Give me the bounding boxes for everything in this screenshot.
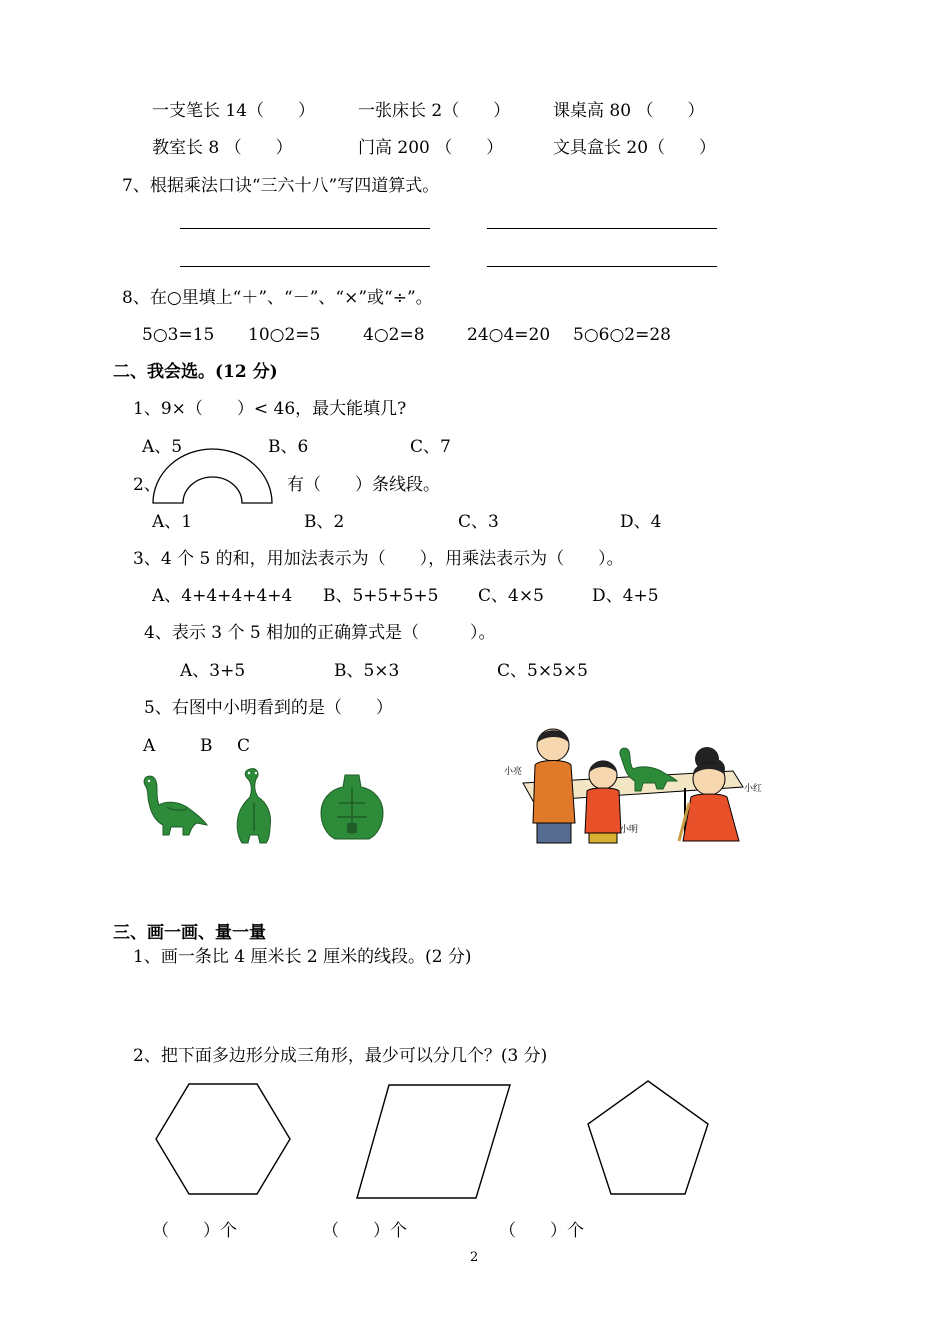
q8-item: 5○6○2=28: [573, 325, 671, 345]
answer-line-2[interactable]: [487, 228, 717, 229]
q6-item-classroom: 教室长 8 （ ）: [152, 138, 293, 158]
q6-item-pencilbox: 文具盒长 20（ ）: [553, 138, 717, 158]
s2-q2-option-b: B、2: [304, 512, 345, 532]
page-number: 2: [470, 1250, 479, 1265]
s2-q4-option-b: B、5×3: [334, 661, 400, 681]
q8-item: 10○2=5: [248, 325, 321, 345]
answer-line-1[interactable]: [180, 228, 430, 229]
q6-item-desk: 课桌高 80 （ ）: [553, 101, 705, 121]
arch-figure: [150, 446, 275, 506]
s2-q5-label-c: C: [237, 736, 251, 756]
s2-q2-option-c: C、3: [458, 512, 499, 532]
s2-question-2-text: 有（ ）条线段。: [287, 475, 440, 495]
answer-line-3[interactable]: [180, 266, 430, 267]
hexagon-answer-blank[interactable]: （ ）个: [152, 1221, 237, 1241]
s2-q4-option-c: C、5×5×5: [497, 661, 588, 681]
parallelogram-shape[interactable]: [355, 1083, 513, 1201]
s2-q1-option-a: A、5: [142, 437, 183, 457]
section-3-title: 三、画一画、量一量: [113, 923, 266, 943]
dinosaur-back-view-image: [317, 773, 387, 841]
s2-q5-label-b: B: [200, 736, 213, 756]
scene-name-xiaoming: 小明: [620, 825, 639, 835]
s2-q1-option-c: C、7: [410, 437, 451, 457]
s2-question-3: 3、4 个 5 的和，用加法表示为（ ），用乘法表示为（ ）。: [133, 549, 624, 569]
scene-name-xiaohong: 小红: [744, 784, 763, 794]
question-8: 8、在○里填上“＋”、“－”、“×”或“÷”。: [122, 288, 433, 308]
answer-line-4[interactable]: [487, 266, 717, 267]
s2-question-2-prefix: 2、: [133, 475, 161, 495]
q8-item: 24○4=20: [467, 325, 551, 345]
s2-q1-option-b: B、6: [268, 437, 309, 457]
s2-q3-option-a: A、4+4+4+4+4: [152, 586, 293, 606]
q8-item: 5○3=15: [142, 325, 215, 345]
section-2-title: 二、我会选。(12 分): [113, 362, 278, 382]
scene-name-xiaoliang: 小亮: [504, 767, 523, 777]
pentagon-shape[interactable]: [585, 1079, 711, 1197]
s2-q3-option-b: B、5+5+5+5: [323, 586, 439, 606]
q8-item: 4○2=8: [363, 325, 425, 345]
s2-q3-option-d: D、4+5: [592, 586, 659, 606]
question-7: 7、根据乘法口诀“三六十八”写四道算式。: [122, 176, 440, 196]
pentagon-answer-blank[interactable]: （ ）个: [499, 1221, 584, 1241]
s2-q2-option-a: A、1: [152, 512, 193, 532]
s2-question-1: 1、9×（ ）< 46，最大能填几?: [133, 399, 407, 419]
s3-question-2: 2、把下面多边形分成三角形，最少可以分几个？(3 分): [133, 1046, 548, 1066]
s2-q4-option-a: A、3+5: [180, 661, 246, 681]
hexagon-shape[interactable]: [154, 1082, 292, 1196]
s3-question-1: 1、画一条比 4 厘米长 2 厘米的线段。(2 分): [133, 947, 472, 967]
s2-q2-option-d: D、4: [620, 512, 662, 532]
s2-question-5: 5、右图中小明看到的是（ ）: [144, 698, 393, 718]
parallelogram-answer-blank[interactable]: （ ）个: [322, 1221, 407, 1241]
s2-q3-option-c: C、4×5: [478, 586, 544, 606]
dinosaur-side-view-image: [137, 773, 209, 839]
dinosaur-front-view-image: [232, 767, 276, 845]
q6-item-pen: 一支笔长 14（ ）: [152, 101, 316, 121]
q6-item-door: 门高 200 （ ）: [358, 138, 504, 158]
q6-item-bed: 一张床长 2（ ）: [358, 101, 511, 121]
s2-q5-label-a: A: [143, 736, 156, 756]
s2-question-4: 4、表示 3 个 5 相加的正确算式是（ ）。: [144, 623, 496, 643]
